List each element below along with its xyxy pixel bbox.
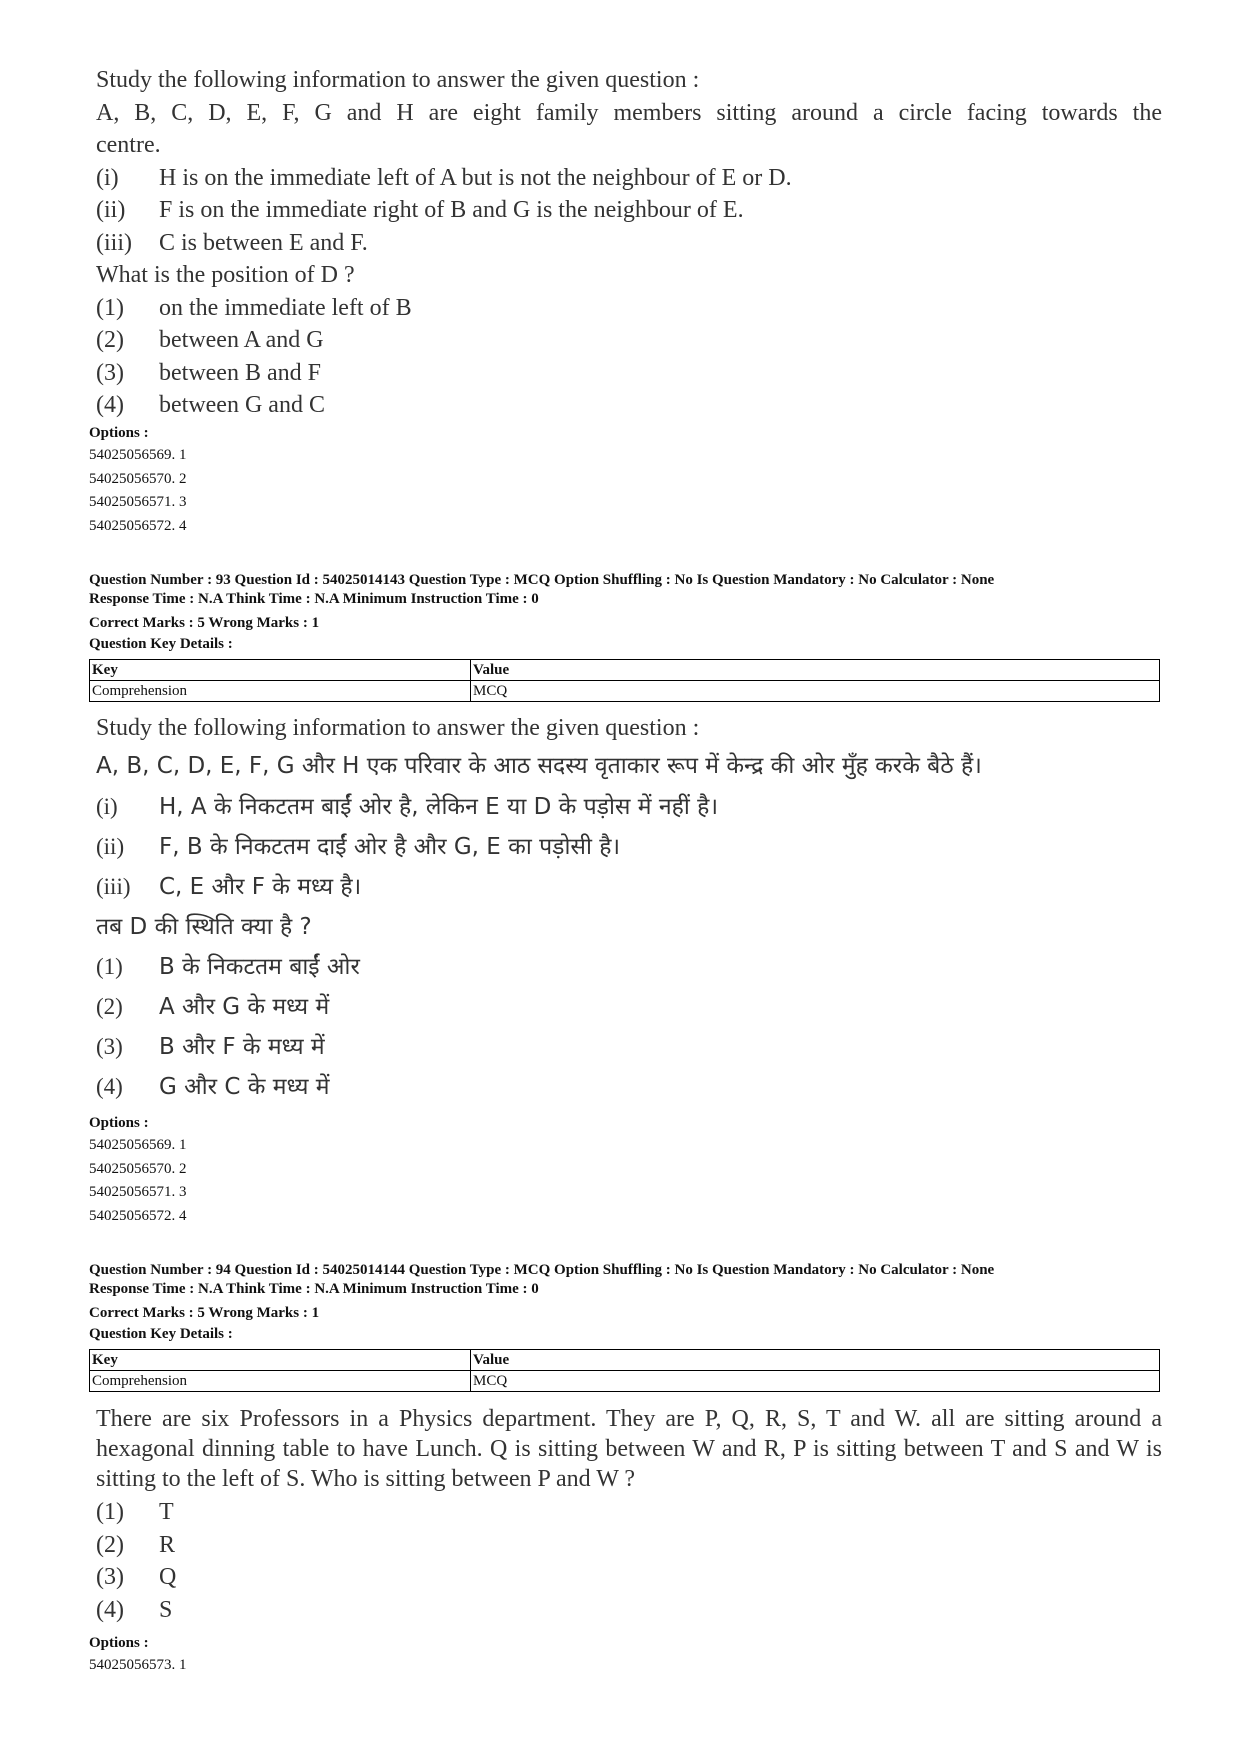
option-id: 54025056571. 3 [89, 1184, 187, 1200]
choice-number: (3) [96, 1564, 124, 1590]
table-header-row [90, 660, 1160, 681]
value-cell: MCQ [471, 681, 1160, 702]
condition-text: F is on the immediate right of B and G is the neighbour of E. [159, 197, 744, 223]
q94-choice [96, 1496, 1162, 1529]
q93-options [89, 1112, 187, 1228]
value-cell: MCQ [471, 1371, 1160, 1392]
choice-number: (3) [96, 1034, 123, 1059]
q94-stem: There are six Professors in a Physics department. They are P, Q, R, S, T and W. all are sitting around a hexagonal dinning table to have Lunch. Q is sitting between W and R, P is sitting between T and S and W is sitting to the left of S. Who is sitting between P and W ? [96, 1406, 1162, 1492]
condition-number: (ii) [96, 834, 125, 859]
q92-condition [96, 162, 1162, 195]
choice-text: G और C के मध्य में [159, 1074, 330, 1100]
condition-number: (iii) [96, 874, 131, 899]
choice-number: (1) [96, 1499, 124, 1525]
choice-number: (2) [96, 994, 123, 1019]
table-header-row [90, 1350, 1160, 1371]
key-details-title: Question Key Details : [89, 636, 233, 652]
q92-question-block [96, 64, 1162, 422]
q93-question-block [96, 711, 982, 1107]
q94-question-block [96, 1404, 1162, 1626]
condition-text: H, A के निकटतम बाईं ओर है, लेकिन E या D के पड़ोस में नहीं है। [159, 794, 719, 820]
q93-meta [89, 571, 1159, 655]
choice-text: Q [159, 1564, 177, 1590]
question-meta-line: Response Time : N.A Think Time : N.A Minimum Instruction Time : 0 [89, 1281, 539, 1297]
choice-text: between G and C [159, 392, 325, 418]
question-meta-line: Question Number : 94 Question Id : 54025014144 Question Type : MCQ Option Shuffling : No Is Question Mandatory : No Calculator : None [89, 1262, 995, 1278]
choice-text: A और G के मध्य में [159, 994, 330, 1020]
condition-text: C, E और F के मध्य है। [159, 874, 362, 900]
table-row [90, 1371, 1160, 1392]
choice-text: between A and G [159, 327, 324, 353]
choice-text: T [159, 1499, 174, 1525]
options-title: Options : [89, 1635, 149, 1651]
condition-number: (i) [96, 164, 119, 191]
q93-intro: Study the following information to answer the given question : [96, 715, 700, 741]
q93-question: तब D की स्थिति क्या है ? [96, 914, 312, 940]
options-title: Options : [89, 425, 149, 441]
choice-text: B और F के मध्य में [159, 1034, 325, 1060]
choice-text: between B and F [159, 359, 321, 386]
q94-choice [96, 1594, 1162, 1627]
choice-number: (1) [96, 294, 124, 321]
option-id: 54025056572. 4 [89, 517, 187, 534]
choice-text: S [159, 1596, 173, 1623]
condition-text: C is between E and F. [159, 229, 368, 256]
q92-stem-cont: centre. [96, 132, 161, 158]
choice-number: (4) [96, 392, 124, 418]
q92-choice [96, 324, 1162, 357]
key-header: Key [90, 1350, 471, 1371]
choice-number: (1) [96, 954, 123, 979]
q92-choice [96, 389, 1162, 422]
q93-choice [96, 947, 982, 987]
q94-choice [96, 1561, 1162, 1594]
option-id: 54025056573. 1 [89, 1657, 187, 1673]
q94-options [89, 1632, 187, 1678]
q92-condition [96, 194, 1162, 227]
option-id: 54025056569. 1 [89, 1137, 187, 1153]
q92-choice [96, 292, 1162, 325]
q93-condition [96, 787, 982, 827]
q92-choice [96, 357, 1162, 390]
q93-condition [96, 827, 982, 867]
key-cell: Comprehension [90, 681, 471, 702]
marks-line: Correct Marks : 5 Wrong Marks : 1 [89, 615, 320, 631]
q93-key-table [89, 659, 1160, 702]
q94-key-table [89, 1349, 1160, 1392]
option-id: 54025056572. 4 [89, 1207, 187, 1224]
value-header: Value [471, 660, 1160, 681]
key-details-title: Question Key Details : [89, 1326, 233, 1342]
option-id: 54025056569. 1 [89, 447, 187, 463]
choice-number: (3) [96, 359, 124, 386]
option-id: 54025056571. 3 [89, 494, 187, 510]
option-id: 54025056570. 2 [89, 1160, 187, 1177]
q92-question: What is the position of D ? [96, 262, 355, 288]
value-header: Value [471, 1350, 1160, 1371]
choice-number: (4) [96, 1074, 123, 1099]
q93-condition [96, 867, 982, 907]
q92-stem: A, B, C, D, E, F, G and H are eight family members sitting around a circle facing towards the [96, 99, 1162, 126]
q93-choice [96, 1027, 982, 1067]
q93-stem: A, B, C, D, E, F, G और H एक परिवार के आठ सदस्य वृताकार रूप में केन्द्र की ओर मुँह करके बैठे हैं। [96, 753, 982, 779]
q93-choice [96, 1067, 982, 1107]
q92-condition [96, 227, 1162, 260]
condition-number: (i) [96, 794, 118, 819]
question-meta-line: Response Time : N.A Think Time : N.A Minimum Instruction Time : 0 [89, 591, 539, 607]
choice-text: R [159, 1531, 176, 1558]
options-title: Options : [89, 1115, 149, 1131]
choice-number: (2) [96, 327, 124, 353]
table-row [90, 681, 1160, 702]
option-id: 54025056570. 2 [89, 470, 187, 487]
marks-line: Correct Marks : 5 Wrong Marks : 1 [89, 1305, 320, 1321]
choice-text: on the immediate left of B [159, 294, 412, 321]
q93-choice [96, 987, 982, 1027]
choice-number: (4) [96, 1596, 124, 1623]
choice-text: B के निकटतम बाईं ओर [159, 954, 360, 980]
condition-number: (ii) [96, 197, 126, 223]
key-header: Key [90, 660, 471, 681]
question-meta-line: Question Number : 93 Question Id : 54025014143 Question Type : MCQ Option Shuffling : No Is Question Mandatory : No Calculator : None [89, 572, 995, 588]
condition-text: F, B के निकटतम दाईं ओर है और G, E का पड़ोसी है। [159, 834, 621, 860]
condition-text: H is on the immediate left of A but is not the neighbour of E or D. [159, 164, 792, 191]
q92-intro: Study the following information to answer the given question : [96, 67, 700, 93]
condition-number: (iii) [96, 229, 132, 256]
q94-meta [89, 1261, 1159, 1345]
key-cell: Comprehension [90, 1371, 471, 1392]
choice-number: (2) [96, 1531, 124, 1558]
q92-options [89, 422, 187, 538]
q94-choice [96, 1529, 1162, 1562]
